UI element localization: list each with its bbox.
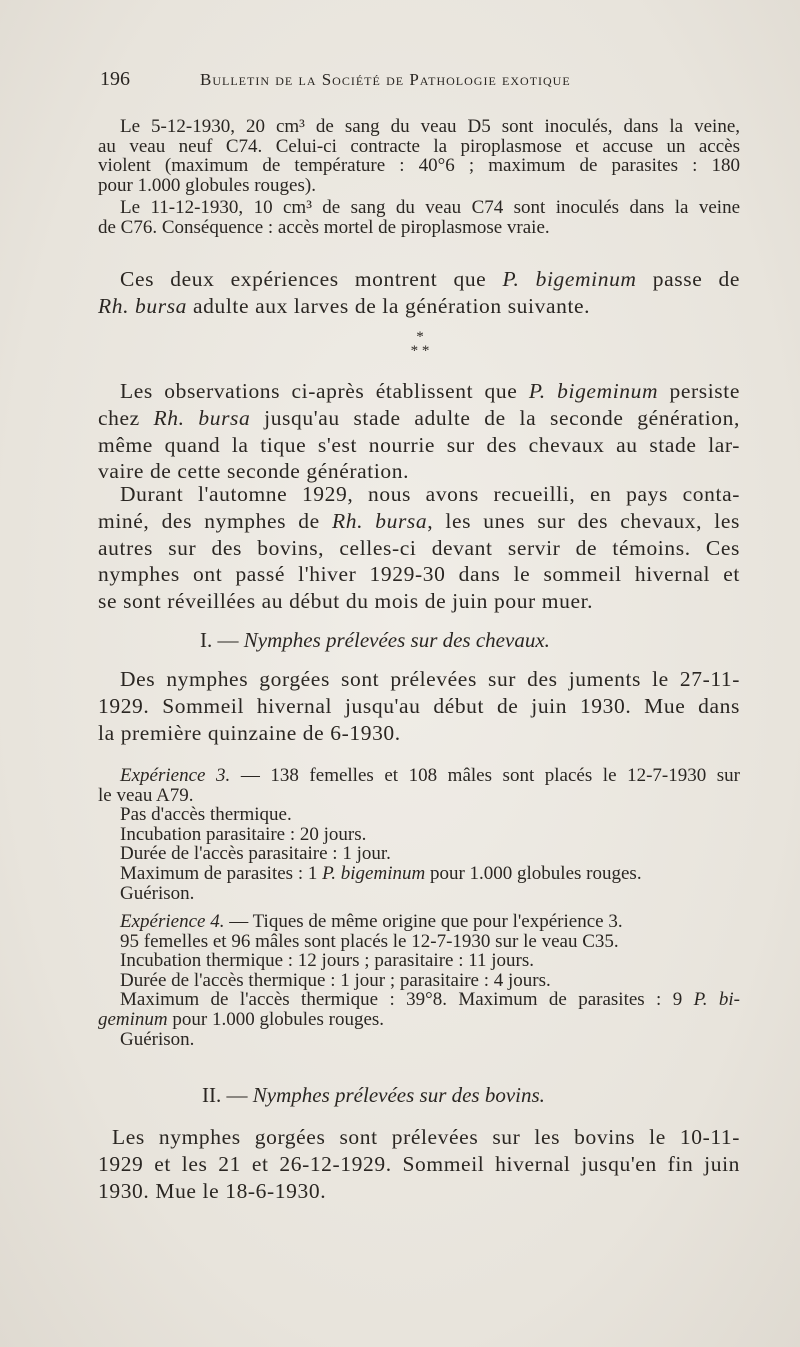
- text-line: violent (maximum de température : 40°6 ; maximum de parasites : 180: [98, 155, 740, 177]
- text-line: Incubation thermique : 12 jours ; parasitaire : 11 jours.: [120, 950, 535, 972]
- paragraph-juments: [98, 666, 740, 746]
- text-line: Le 5-12-1930, 20 cm³ de sang du veau D5 sont inoculés, dans la veine,: [120, 116, 740, 137]
- text-line: nymphes ont passé l'hiver 1929-30 dans le sommeil hivernal et: [98, 562, 740, 587]
- text-line: Pas d'accès thermique.: [120, 804, 292, 826]
- text-line: Le 11-12-1930, 10 cm³ de sang du veau C74 sont inoculés dans la veine: [120, 197, 740, 218]
- paragraph-inoculation-c74: [98, 117, 740, 195]
- text-line: chez Rh. bursa jusqu'au stade adulte de la seconde génération,: [98, 405, 740, 430]
- text-line: même quand la tique s'est nourrie sur des chevaux au stade lar-: [98, 432, 740, 457]
- text-line: autres sur des bovins, celles-ci devant servir de témoins. Ces: [98, 535, 740, 560]
- text-line: 1929. Sommeil hivernal jusqu'au début de juin 1930. Mue dans: [98, 693, 740, 718]
- text-line: Expérience 4. — Tiques de même origine que pour l'expérience 3.: [120, 911, 623, 932]
- text-line: Maximum de parasites : 1 P. bigeminum pour 1.000 globules rouges.: [120, 862, 642, 884]
- text-line: de C76. Conséquence : accès mortel de piroplasmose vraie.: [98, 216, 550, 238]
- text-line: Maximum de l'accès thermique : 39°8. Maximum de parasites : 9 P. bi-: [120, 989, 741, 1011]
- paragraph-bovins: [98, 1124, 740, 1204]
- text-line: 1929 et les 21 et 26-12-1929. Sommeil hivernal jusqu'en fin juin: [98, 1151, 740, 1176]
- text-line: Des nymphes gorgées sont prélevées sur des juments le 27-11-: [120, 667, 740, 691]
- text-line: Durée de l'accès thermique : 1 jour ; parasitaire : 4 jours.: [120, 969, 551, 991]
- text-line: Ces deux expériences montrent que P. bigeminum passe de: [120, 267, 741, 291]
- paragraph-observations: [98, 378, 740, 485]
- page-header: [100, 68, 745, 98]
- text-line: miné, des nymphes de Rh. bursa, les unes sur des chevaux, les: [98, 508, 740, 533]
- text-line: Guérison.: [120, 1028, 195, 1050]
- section-separator: * * *: [410, 329, 430, 359]
- paragraph-inoculation-c76: [98, 198, 740, 237]
- text-line: Les observations ci-après établissent que P. bigeminum persiste: [120, 379, 740, 403]
- running-title: Bulletin de la Société de Pathologie exotique: [200, 70, 571, 89]
- text-line: Rh. bursa adulte aux larves de la génération suivante.: [98, 293, 591, 318]
- text-line: Guérison.: [120, 882, 195, 904]
- experience-3: [98, 766, 740, 903]
- experience-4: [98, 912, 740, 1049]
- text-line: Expérience 3. — 138 femelles et 108 mâles sont placés le 12-7-1930 sur: [120, 765, 741, 786]
- text-line: geminum pour 1.000 globules rouges.: [98, 1008, 385, 1030]
- text-line: Durée de l'accès parasitaire : 1 jour.: [120, 843, 391, 865]
- text-line: le veau A79.: [98, 784, 194, 806]
- text-line: 1930. Mue le 18-6-1930.: [98, 1178, 327, 1203]
- text-line: vaire de cette seconde génération.: [98, 459, 410, 484]
- text-line: la première quinzaine de 6-1930.: [98, 720, 401, 745]
- section-heading-bovins: II. — Nymphes prélevées sur des bovins.: [202, 1083, 545, 1107]
- text-line: Incubation parasitaire : 20 jours.: [120, 823, 367, 845]
- text-line: se sont réveillées au début du mois de juin pour muer.: [98, 589, 594, 614]
- paragraph-automne: [98, 481, 740, 615]
- paragraph-conclusion: [98, 266, 740, 320]
- section-heading-chevaux: I. — Nymphes prélevées sur des chevaux.: [200, 628, 550, 652]
- text-line: Durant l'automne 1929, nous avons recueilli, en pays conta-: [120, 482, 740, 506]
- page-number: 196: [100, 68, 130, 90]
- text-line: au veau neuf C74. Celui-ci contracte la piroplasmose et accuse un accès: [98, 135, 740, 157]
- text-line: 95 femelles et 96 mâles sont placés le 12-7-1930 sur le veau C35.: [120, 930, 619, 952]
- text-line: pour 1.000 globules rouges).: [98, 174, 316, 196]
- text-line: Les nymphes gorgées sont prélevées sur les bovins le 10-11-: [112, 1125, 740, 1149]
